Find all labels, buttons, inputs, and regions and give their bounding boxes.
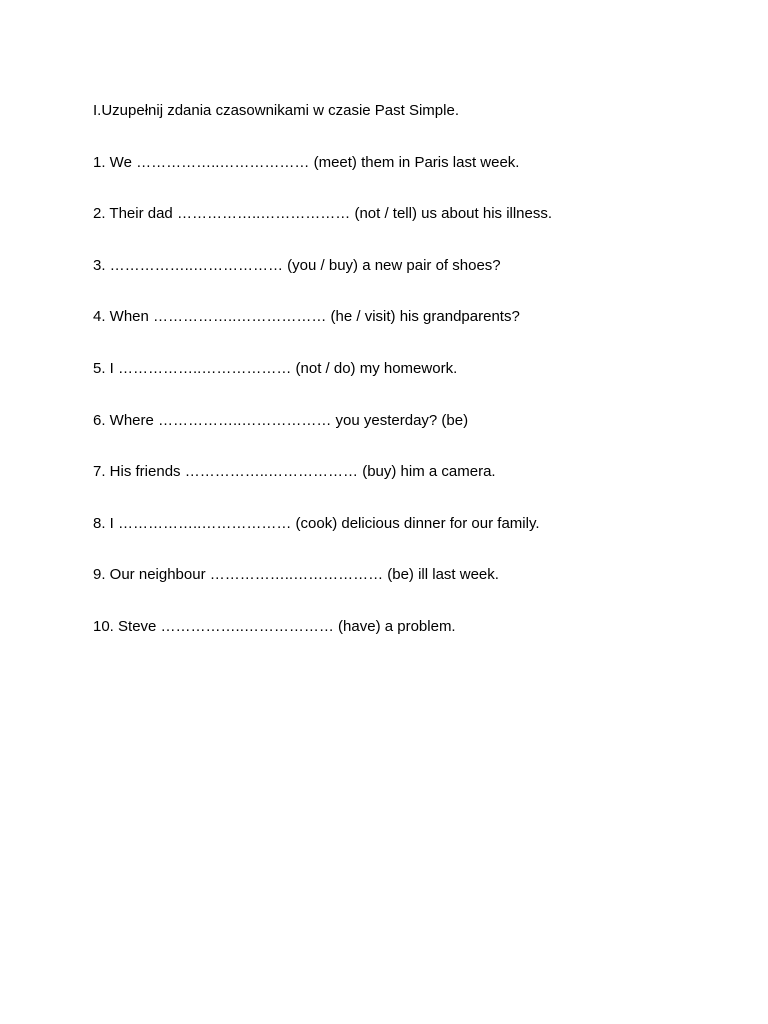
exercise-item-7: 7. His friends ……………..……………… (buy) him a camera. <box>93 463 496 481</box>
exercise-heading: I.Uzupełnij zdania czasownikami w czasie Past Simple. <box>93 102 459 119</box>
exercise-item-3: 3. ……………..……………… (you / buy) a new pair of shoes? <box>93 256 501 274</box>
exercise-item-2: 2. Their dad ……………..……………… (not / tell) us about his illness. <box>93 205 553 223</box>
exercise-item-10: 10. Steve ……………..……………… (have) a problem. <box>93 617 456 635</box>
exercise-item-9: 9. Our neighbour ……………..……………… (be) ill last week. <box>93 566 499 584</box>
exercise-item-6: 6. Where ……………..……………… you yesterday? (be) <box>93 411 469 429</box>
exercise-item-1: 1. We ……………..……………… (meet) them in Paris last week. <box>93 153 520 171</box>
exercise-item-4: 4. When ……………..……………… (he / visit) his grandparents? <box>93 308 520 326</box>
exercise-content <box>93 100 693 668</box>
exercise-item-8: 8. I ……………..……………… (cook) delicious dinner for our family. <box>93 514 540 532</box>
exercise-item-5: 5. I ……………..……………… (not / do) my homework. <box>93 359 458 377</box>
